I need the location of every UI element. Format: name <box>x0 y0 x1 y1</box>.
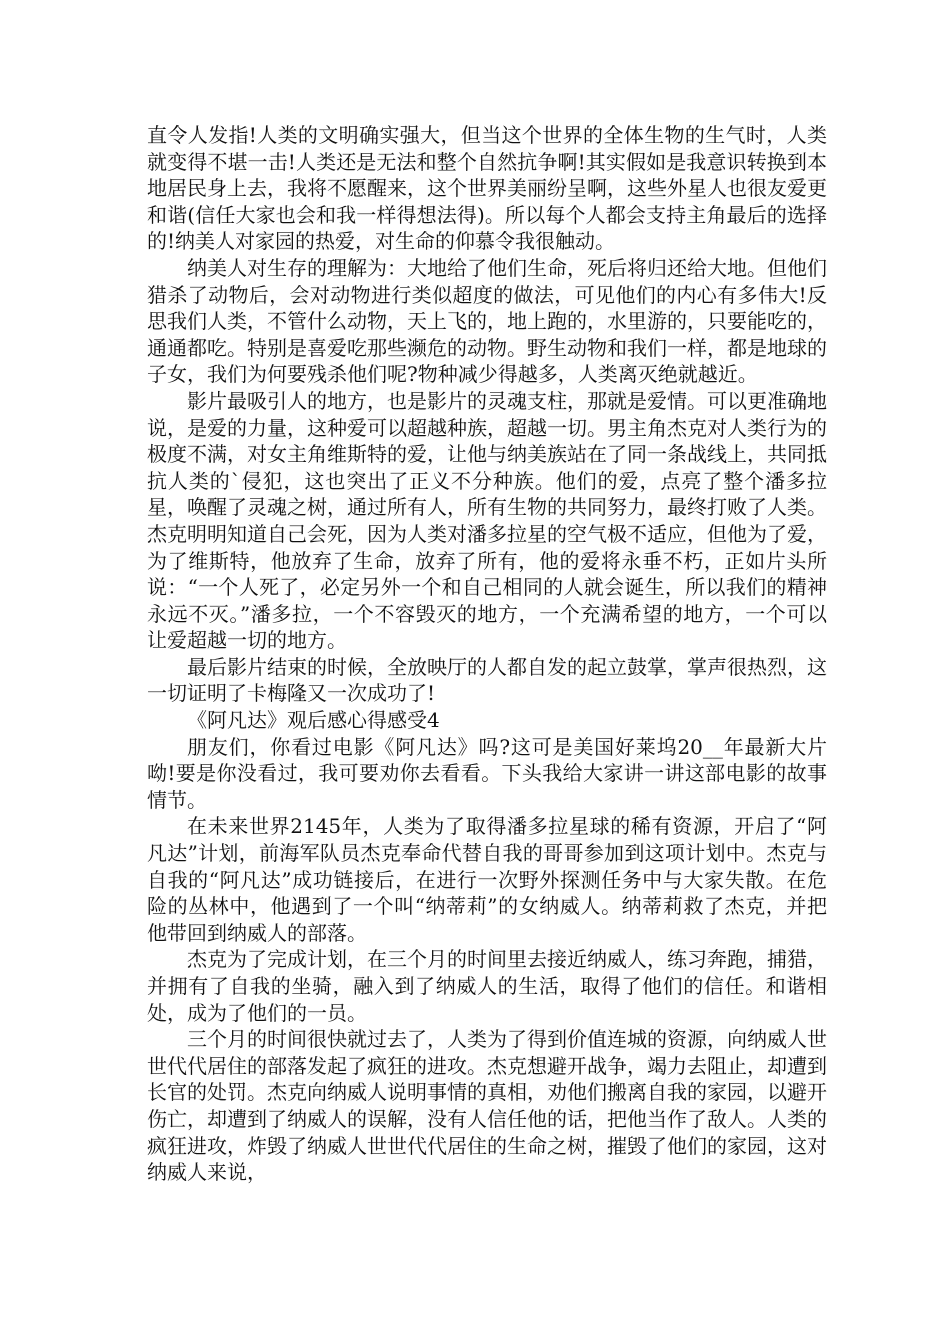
paragraph-1: 直令人发指!人类的文明确实强大，但当这个世界的全体生物的生气时，人类就变得不堪一击!人类还是无法和整个自然抗争啊!其实假如是我意识转换到本地居民身上去，我将不愿醒来，这个世界美丽纷呈啊，这些外星人也很友爱更和谐(信任大家也会和我一样得想法得)。所以每个人都会支持主角最后的选择的!纳美人对家园的热爱，对生命的仰慕令我很触动。 <box>147 123 827 254</box>
paragraph-8: 杰克为了完成计划，在三个月的时间里去接近纳威人，练习奔跑，捕猎，并拥有了自我的坐骑，融入到了纳威人的生活，取得了他们的信任。和谐相处，成为了他们的一员。 <box>147 947 827 1025</box>
paragraph-2: 纳美人对生存的理解为：大地给了他们生命，死后将归还给大地。但他们猎杀了动物后，会对动物进行类似超度的做法，可见他们的内心有多伟大!反思我们人类，不管什么动物，天上飞的，地上跑的，水里游的，只要能吃的，通通都吃。特别是喜爱吃那些濒危的动物。野生动物和我们一样，都是地球的子女，我们为何要残杀他们呢?物种减少得越多，人类离灭绝就越近。 <box>147 255 827 387</box>
paragraph-9: 三个月的时间很快就过去了，人类为了得到价值连城的资源，向纳威人世世代代居住的部落发起了疯狂的进攻。杰克想避开战争，竭力去阻止，却遭到长官的处罚。杰克向纳威人说明事情的真相，劝他们搬离自我的家园，以避开伤亡，却遭到了纳威人的误解，没有人信任他的话，把他当作了敌人。人类的疯狂进攻，炸毁了纳威人世世代代居住的生命之树，摧毁了他们的家园，这对纳威人来说， <box>147 1027 827 1185</box>
paragraph-7: 在未来世界2145年，人类为了取得潘多拉星球的稀有资源，开启了“阿凡达”计划，前海军队员杰克奉命代替自我的哥哥参加到这项计划中。杰克与自我的“阿凡达”成功链接后，在进行一次野外探测任务中与大家失散。在危险的丛林中，他遇到了一个叫“纳蒂莉”的女纳威人。纳蒂莉救了杰克，并把他带回到纳威人的部落。 <box>147 814 827 945</box>
document-body <box>147 122 827 1186</box>
paragraph-3: 影片最吸引人的地方，也是影片的灵魂支柱，那就是爱情。可以更准确地说，是爱的力量，这种爱可以超越种族，超越一切。男主角杰克对人类行为的极度不满，对女主角维斯特的爱，让他与纳美族站在了同一条战线上，共同抵抗人类的`侵犯，这也突出了正义不分种族。他们的爱，点亮了整个潘多拉星，唤醒了灵魂之树，通过所有人，所有生物的共同努力，最终打败了人类。杰克明明知道自己会死，因为人类对潘多拉星的空气极不适应，但他为了爱，为了维斯特，他放弃了生命，放弃了所有，他的爱将永垂不朽，正如片头所说：“一个人死了，必定另外一个和自己相同的人就会诞生，所以我们的精神永远不灭。”潘多拉，一个不容毁灭的地方，一个充满希望的地方，一个可以让爱超越一切的地方。 <box>147 388 827 653</box>
paragraph-4: 最后影片结束的时候，全放映厅的人都自发的起立鼓掌，掌声很热烈，这一切证明了卡梅隆又一次成功了! <box>147 654 827 706</box>
paragraph-6: 朋友们，你看过电影《阿凡达》吗?这可是美国好莱坞20__年最新大片呦!要是你没看过，我可要劝你去看看。下头我给大家讲一讲这部电影的故事情节。 <box>147 734 827 812</box>
section-heading: 《阿凡达》观后感心得感受4 <box>187 708 440 733</box>
